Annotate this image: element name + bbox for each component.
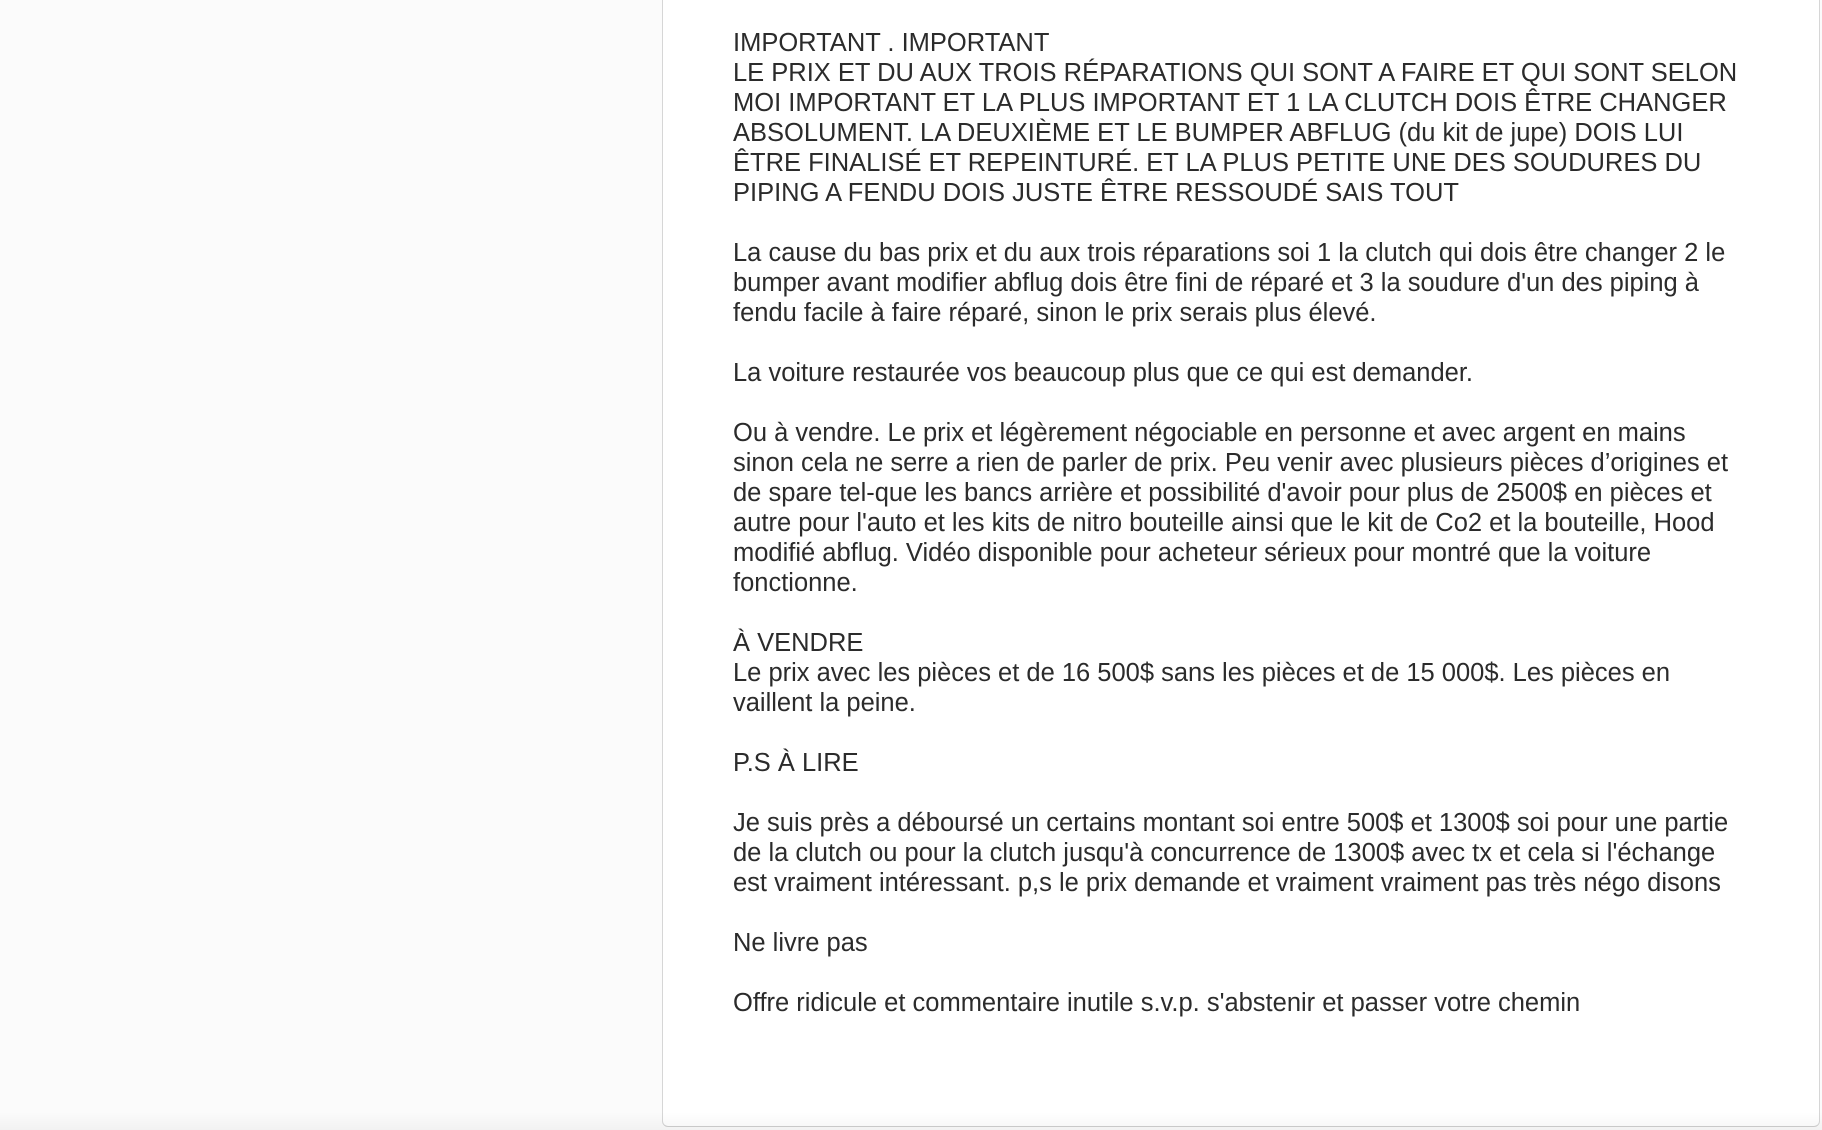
description-paragraph-restored: La voiture restaurée vos beaucoup plus que ce qui est demander. — [733, 359, 1473, 387]
left-panel — [0, 0, 662, 1130]
description-paragraph-ps-heading: P.S À LIRE — [733, 749, 859, 777]
listing-description-card — [662, 0, 1820, 1127]
description-paragraph-price-cause: La cause du bas prix et du aux trois réparations soi 1 la clutch qui dois être changer 2 le bumper avant modifier abflug dois être fini de réparé et 3 la soudure d'un des piping à fendu facile à faire réparé, sinon le prix serais plus élevé. — [733, 239, 1726, 327]
description-paragraph-exchange: Je suis près a déboursé un certains montant soi entre 500$ et 1300$ soi pour une partie de la clutch ou pour la clutch jusqu'à concurrence de 1300$ avec tx et cela si l'échange est vraiment intéressant. p,s le prix demande et vraiment vraiment pas très négo disons — [733, 809, 1729, 897]
listing-description — [733, 28, 1753, 1048]
description-paragraph-no-delivery: Ne livre pas — [733, 929, 868, 957]
description-paragraph-important: IMPORTANT . IMPORTANT LE PRIX ET DU AUX TROIS RÉPARATIONS QUI SONT A FAIRE ET QUI SONT SELON MOI IMPORTANT ET LA PLUS IMPORTANT ET 1 LA CLUTCH DOIS ÊTRE CHANGER ABSOLUMENT. LA DEUXIÈME ET LE BUMPER ABFLUG (du kit de jupe) DOIS LUI ÊTRE FINALISÉ ET REPEINTURÉ. ET LA PLUS PETITE UNE DES SOUDURES DU PIPING A FENDU DOIS JUSTE ÊTRE RESSOUDÉ SAIS TOUT — [733, 29, 1738, 207]
description-paragraph-no-lowball: Offre ridicule et commentaire inutile s.v.p. s'abstenir et passer votre chemin — [733, 989, 1581, 1017]
description-paragraph-for-sale: À VENDRE Le prix avec les pièces et de 16 500$ sans les pièces et de 15 000$. Les pièces en vaillent la peine. — [733, 629, 1671, 717]
description-paragraph-negotiable: Ou à vendre. Le prix et légèrement négociable en personne et avec argent en mains sinon cela ne serre a rien de parler de prix. Peu venir avec plusieurs pièces d’origines et de spare tel-que les bancs arrière et possibilité d'avoir pour plus de 2500$ en pièces et autre pour l'auto et les kits de nitro bouteille ainsi que le kit de Co2 et la bouteille, Hood modifié abflug. Vidéo disponible pour acheteur sérieux pour montré que la voiture fonctionne. — [733, 419, 1729, 597]
